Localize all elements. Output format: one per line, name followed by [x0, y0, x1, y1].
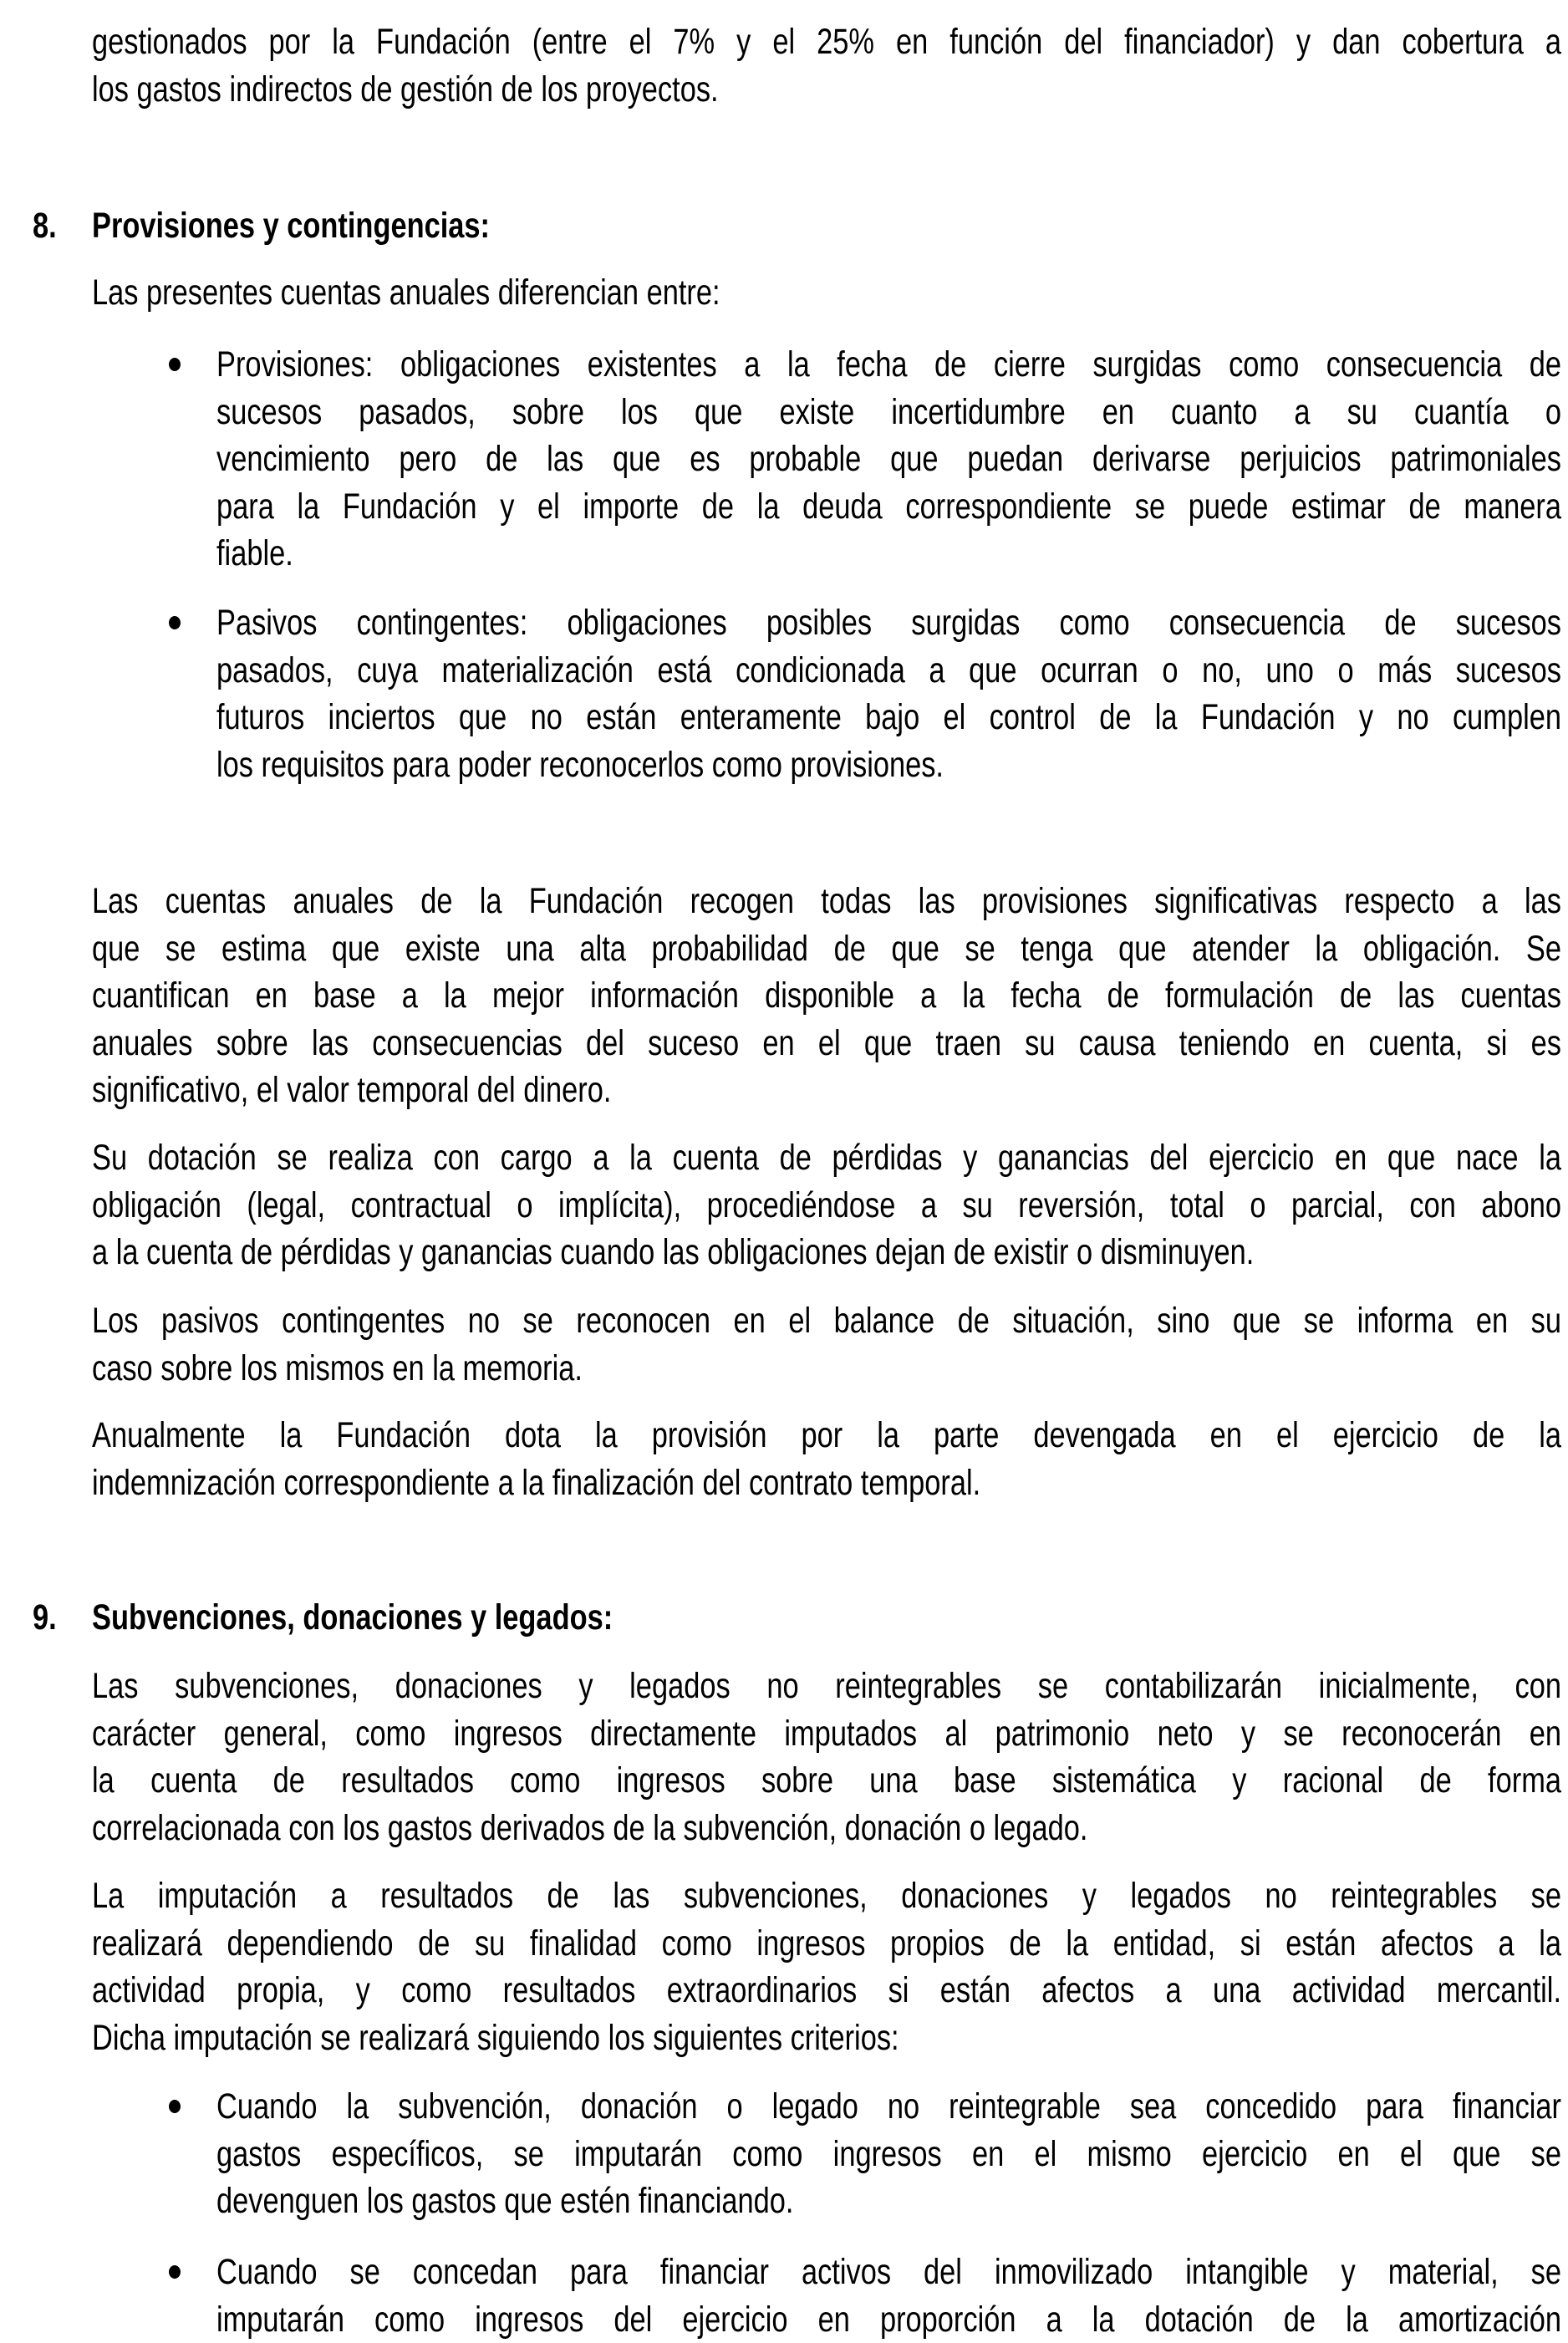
- text-line: fiable.: [216, 530, 1561, 578]
- text-line: Cuando la subvención, donación o legado no reintegrable sea concedido para financiar: [216, 2083, 1561, 2131]
- text-line: sucesos pasados, sobre los que existe incertidumbre en cuanto a su cuantía o: [216, 389, 1561, 436]
- text-line: Las subvenciones, donaciones y legados no reintegrables se contabilizarán inicialmente, con: [92, 1663, 1561, 1710]
- text-line: la cuenta de resultados como ingresos sobre una base sistemática y racional de forma: [92, 1757, 1561, 1805]
- text-line: realizará dependiendo de su finalidad como ingresos propios de la entidad, si están afectos a la: [92, 1920, 1561, 1968]
- text-line: indemnización correspondiente a la finalización del contrato temporal.: [92, 1459, 1561, 1507]
- bullet-item: [216, 599, 1568, 788]
- text-line: La imputación a resultados de las subvenciones, donaciones y legados no reintegrables se: [92, 1872, 1561, 1920]
- bullet-item: [216, 2249, 1568, 2343]
- text-line: anuales sobre las consecuencias del suceso en el que traen su causa teniendo en cuenta, si es: [92, 1020, 1561, 1067]
- text-line: Anualmente la Fundación dota la provisión por la parte devengada en el ejercicio de la: [92, 1412, 1561, 1459]
- text-line: pasados, cuya materialización está condicionada a que ocurran o no, uno o más sucesos: [216, 647, 1561, 695]
- text-line: los requisitos para poder reconocerlos como provisiones.: [216, 741, 1561, 789]
- text-line: a la cuenta de pérdidas y ganancias cuando las obligaciones dejan de existir o disminuyen.: [92, 1229, 1561, 1276]
- text-line: Los pasivos contingentes no se reconocen en el balance de situación, sino que se informa en su: [92, 1297, 1561, 1345]
- text-line: caso sobre los mismos en la memoria.: [92, 1345, 1561, 1393]
- bullet-icon: [169, 2265, 181, 2279]
- paragraph: [92, 1297, 1568, 1392]
- text-line: devenguen los gastos que estén financiando.: [216, 2177, 1561, 2225]
- text-line: obligación (legal, contractual o implícita), procediéndose a su reversión, total o parcial, con abono: [92, 1182, 1561, 1230]
- text-line: imputarán como ingresos del ejercicio en proporción a la dotación de la amortización: [216, 2296, 1561, 2343]
- paragraph: [92, 1663, 1568, 1851]
- section-title: Provisiones y contingencias:: [92, 202, 490, 250]
- bullet-icon: [169, 2100, 181, 2113]
- paragraph: [92, 1134, 1568, 1276]
- text-line: cuantifican en base a la mejor información disponible a la fecha de formulación de las cuentas: [92, 972, 1561, 1020]
- bullet-item: [216, 2083, 1568, 2225]
- text-line: gastos específicos, se imputarán como ingresos en el mismo ejercicio en el que se: [216, 2131, 1561, 2178]
- text-line: futuros inciertos que no están enteramente bajo el control de la Fundación y no cumplen: [216, 694, 1561, 741]
- text-line: Las cuentas anuales de la Fundación recogen todas las provisiones significativas respecto a las: [92, 878, 1561, 925]
- text-line: Provisiones: obligaciones existentes a la fecha de cierre surgidas como consecuencia de: [216, 341, 1561, 389]
- text-line: Cuando se concedan para financiar activos del inmovilizado intangible y material, se: [216, 2249, 1561, 2296]
- paragraph: [92, 269, 1568, 317]
- text-line: actividad propia, y como resultados extraordinarios si están afectos a una actividad mercantil.: [92, 1967, 1561, 2014]
- text-line: carácter general, como ingresos directamente imputados al patrimonio neto y se reconocerán en: [92, 1710, 1561, 1758]
- text-line: Dicha imputación se realizará siguiendo los siguientes criterios:: [92, 2014, 1561, 2062]
- text-line: para la Fundación y el importe de la deuda correspondiente se puede estimar de manera: [216, 483, 1561, 531]
- paragraph: [92, 18, 1568, 113]
- text-line: que se estima que existe una alta probabilidad de que se tenga que atender la obligación. Se: [92, 925, 1561, 973]
- bullet-item: [216, 341, 1568, 578]
- text-line: vencimiento pero de las que es probable que puedan derivarse perjuicios patrimoniales: [216, 435, 1561, 483]
- section-title: Subvenciones, donaciones y legados:: [92, 1594, 613, 1642]
- bullet-icon: [169, 616, 181, 629]
- text-line: Su dotación se realiza con cargo a la cuenta de pérdidas y ganancias del ejercicio en que nace la: [92, 1134, 1561, 1182]
- text-line: los gastos indirectos de gestión de los proyectos.: [92, 66, 1561, 114]
- text-line: gestionados por la Fundación (entre el 7% y el 25% en función del financiador) y dan cobertura a: [92, 18, 1561, 66]
- section-number: 8.: [33, 202, 57, 250]
- paragraph: [92, 1872, 1568, 2061]
- text-line: Pasivos contingentes: obligaciones posibles surgidas como consecuencia de sucesos: [216, 599, 1561, 647]
- text-line: correlacionada con los gastos derivados de la subvención, donación o legado.: [92, 1805, 1561, 1852]
- text-line: Las presentes cuentas anuales diferencian entre:: [92, 269, 1561, 317]
- bullet-icon: [169, 358, 181, 371]
- paragraph: [92, 878, 1568, 1114]
- paragraph: [92, 1412, 1568, 1506]
- section-number: 9.: [33, 1594, 57, 1642]
- text-line: significativo, el valor temporal del dinero.: [92, 1067, 1561, 1114]
